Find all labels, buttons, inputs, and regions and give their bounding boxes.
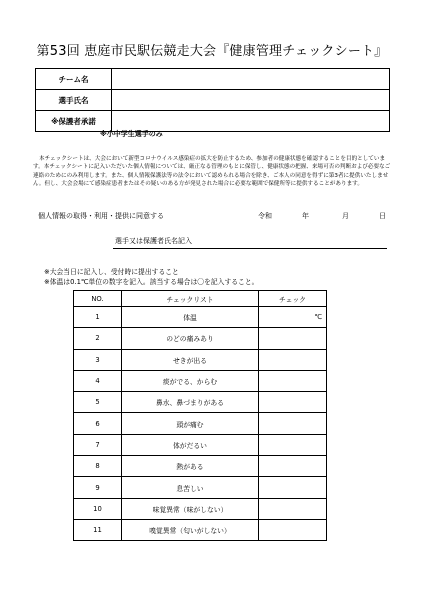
row-item: 体がだるい <box>122 434 259 455</box>
header-no: NO. <box>74 291 122 307</box>
guardian-consent-label: ※保護者承諾 <box>36 111 112 132</box>
row-number: 3 <box>74 349 122 370</box>
row-item: 嗅覚異常（匂いがしない） <box>122 519 259 540</box>
row-item: 鼻水、鼻づまりがある <box>122 392 259 413</box>
athlete-name-label: 選手氏名 <box>36 90 112 111</box>
signature-line[interactable] <box>113 248 387 249</box>
page-title: 第53回 恵庭市民駅伝競走大会『健康管理チェックシート』 <box>36 44 388 59</box>
header-checklist: チェックリスト <box>122 291 259 307</box>
row-item: 体温 <box>122 307 259 328</box>
guardian-consent-row <box>36 111 390 132</box>
entrant-info-table <box>35 68 390 132</box>
row-number: 1 <box>74 307 122 328</box>
health-checklist-table <box>73 290 327 541</box>
checklist-row <box>74 413 327 434</box>
row-number: 5 <box>74 392 122 413</box>
date-month-label: 月 <box>342 212 349 220</box>
row-number: 2 <box>74 328 122 349</box>
row-check-cell[interactable] <box>259 413 327 434</box>
row-item: のどの痛みあり <box>122 328 259 349</box>
row-item: 息苦しい <box>122 477 259 498</box>
row-item: せきが出る <box>122 349 259 370</box>
date-day-label: 日 <box>379 212 386 220</box>
row-number: 11 <box>74 519 122 540</box>
instruction-temperature: ※体温は0.1℃単位の数字を記入。該当する場合は〇を記入すること。 <box>44 278 259 286</box>
row-number: 6 <box>74 413 122 434</box>
athlete-name-field[interactable] <box>112 90 390 111</box>
checklist-row <box>74 498 327 519</box>
row-item: 頭が痛む <box>122 413 259 434</box>
row-number: 8 <box>74 456 122 477</box>
checklist-row <box>74 392 327 413</box>
instruction-submit: ※大会当日に記入し、受付時に提出すること <box>44 268 179 276</box>
signature-label: 選手又は保護者氏名記入 <box>115 237 192 245</box>
row-number: 4 <box>74 370 122 391</box>
row-number: 9 <box>74 477 122 498</box>
checklist-row <box>74 456 327 477</box>
checklist-header-row <box>74 291 327 307</box>
row-check-cell[interactable] <box>259 370 327 391</box>
checklist-row <box>74 349 327 370</box>
row-check-cell[interactable] <box>259 477 327 498</box>
checklist-row <box>74 328 327 349</box>
team-name-row <box>36 69 390 90</box>
checklist-row <box>74 434 327 455</box>
row-check-cell[interactable] <box>259 328 327 349</box>
row-number: 10 <box>74 498 122 519</box>
row-check-cell[interactable] <box>259 498 327 519</box>
row-number: 7 <box>74 434 122 455</box>
minor-athlete-note: ※小中学生選手のみ <box>100 130 163 138</box>
row-check-cell[interactable] <box>259 434 327 455</box>
row-check-cell[interactable] <box>259 392 327 413</box>
row-item: 味覚異常（味がしない） <box>122 498 259 519</box>
row-item: 痰がでる、からむ <box>122 370 259 391</box>
checklist-row <box>74 307 327 328</box>
row-check-cell[interactable] <box>259 349 327 370</box>
row-item: 熱がある <box>122 456 259 477</box>
row-check-cell[interactable]: ℃ <box>259 307 327 328</box>
checklist-row <box>74 519 327 540</box>
consent-statement: 個人情報の取得・利用・提供に同意する <box>38 212 164 220</box>
athlete-name-row <box>36 90 390 111</box>
checklist-row <box>74 370 327 391</box>
header-check: チェック <box>259 291 327 307</box>
date-year-label: 年 <box>302 212 309 220</box>
team-name-field[interactable] <box>112 69 390 90</box>
date-era-label: 令和 <box>258 212 272 220</box>
team-name-label: チーム名 <box>36 69 112 90</box>
row-check-cell[interactable] <box>259 519 327 540</box>
checklist-row <box>74 477 327 498</box>
privacy-paragraph: 本チェックシートは、大会において新型コロナウイルス感染症の拡大を防止するため、参加者の健康状態を確認することを目的としています。本チェックシートに記入いただいた個人情報については、厳正なる管理のもとに保管し、健康状態の把握、来場可否の判断および必要なご連絡のためにのみ利用します。また、個人情報保護法等の法令において認められる場合を除き、ご本人の同意を得ずに第3者に提供いたしません。但し、大会会場にて感染症患者またはその疑いのある方が発見された場合に必要な範囲で保健所等に提供することがあります。 <box>33 156 391 187</box>
row-check-cell[interactable] <box>259 456 327 477</box>
